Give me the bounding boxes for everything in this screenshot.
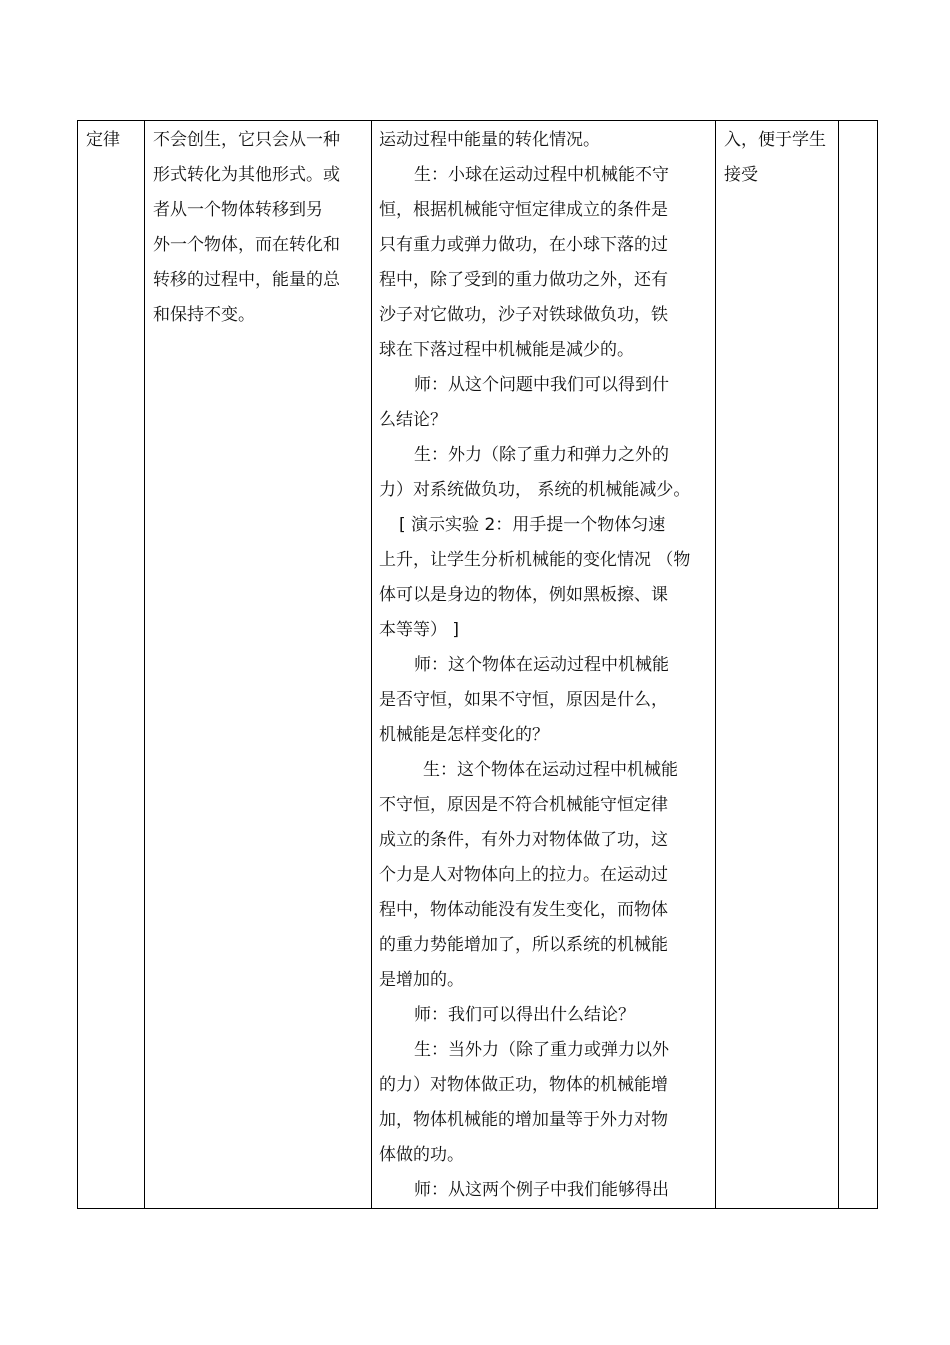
process-line: [ 演示实验 2：用手提一个物体匀速 (399, 515, 666, 535)
process-line: 只有重力或弹力做功，在小球下落的过 (379, 235, 668, 255)
content-cell (145, 121, 372, 1209)
lesson-table (77, 120, 878, 1209)
empty-cell (839, 121, 878, 1209)
process-line: 上升，让学生分析机械能的变化情况 （物 (379, 550, 691, 570)
process-line: 力）对系统做负功， 系统的机械能减少。 (379, 480, 691, 500)
process-line: 体可以是身边的物体，例如黑板擦、课 (379, 585, 668, 605)
content-line: 不会创生，它只会从一种 (153, 130, 340, 150)
process-line: 生：当外力（除了重力或弹力以外 (414, 1040, 669, 1060)
process-line: 体做的功。 (379, 1145, 464, 1165)
process-line: 生：小球在运动过程中机械能不守 (414, 165, 669, 185)
process-cell (372, 121, 716, 1209)
section-cell (78, 121, 145, 1209)
process-line: 机械能是怎样变化的？ (379, 725, 549, 745)
process-line: 运动过程中能量的转化情况。 (379, 130, 600, 150)
process-line: 的力）对物体做正功，物体的机械能增 (379, 1075, 668, 1095)
section-label: 定律 (86, 130, 120, 150)
process-line: 生：外力（除了重力和弹力之外的 (414, 445, 669, 465)
intent-line: 入，便于学生 (724, 130, 826, 150)
process-line: 么结论？ (379, 410, 447, 430)
process-line: 球在下落过程中机械能是减少的。 (379, 340, 634, 360)
process-line: 师：从这个问题中我们可以得到什 (414, 375, 669, 395)
process-line: 是增加的。 (379, 970, 464, 990)
process-line: 生：这个物体在运动过程中机械能 (423, 760, 678, 780)
intent-line: 接受 (724, 165, 758, 185)
process-line: 的重力势能增加了，所以系统的机械能 (379, 935, 668, 955)
process-line: 是否守恒，如果不守恒，原因是什么， (379, 690, 668, 710)
intent-cell (716, 121, 839, 1209)
process-line: 师：我们可以得出什么结论？ (414, 1005, 635, 1025)
process-line: 程中，物体动能没有发生变化，而物体 (379, 900, 668, 920)
process-line: 恒，根据机械能守恒定律成立的条件是 (379, 200, 668, 220)
process-line: 加，物体机械能的增加量等于外力对物 (379, 1110, 668, 1130)
process-line: 师：这个物体在运动过程中机械能 (414, 655, 669, 675)
process-line: 本等等） ] (379, 620, 460, 640)
content-line: 转移的过程中，能量的总 (153, 270, 340, 290)
process-line: 程中，除了受到的重力做功之外，还有 (379, 270, 668, 290)
content-line: 形式转化为其他形式。或 (153, 165, 340, 185)
content-line: 外一个物体，而在转化和 (153, 235, 340, 255)
process-line: 成立的条件，有外力对物体做了功，这 (379, 830, 668, 850)
table-row (78, 121, 878, 1209)
process-line: 沙子对它做功，沙子对铁球做负功，铁 (379, 305, 668, 325)
content-line: 和保持不变。 (153, 305, 255, 325)
content-line: 者从一个物体转移到另 (153, 200, 323, 220)
process-line: 个力是人对物体向上的拉力。在运动过 (379, 865, 668, 885)
process-line: 不守恒，原因是不符合机械能守恒定律 (379, 795, 668, 815)
process-line: 师：从这两个例子中我们能够得出 (414, 1180, 669, 1200)
